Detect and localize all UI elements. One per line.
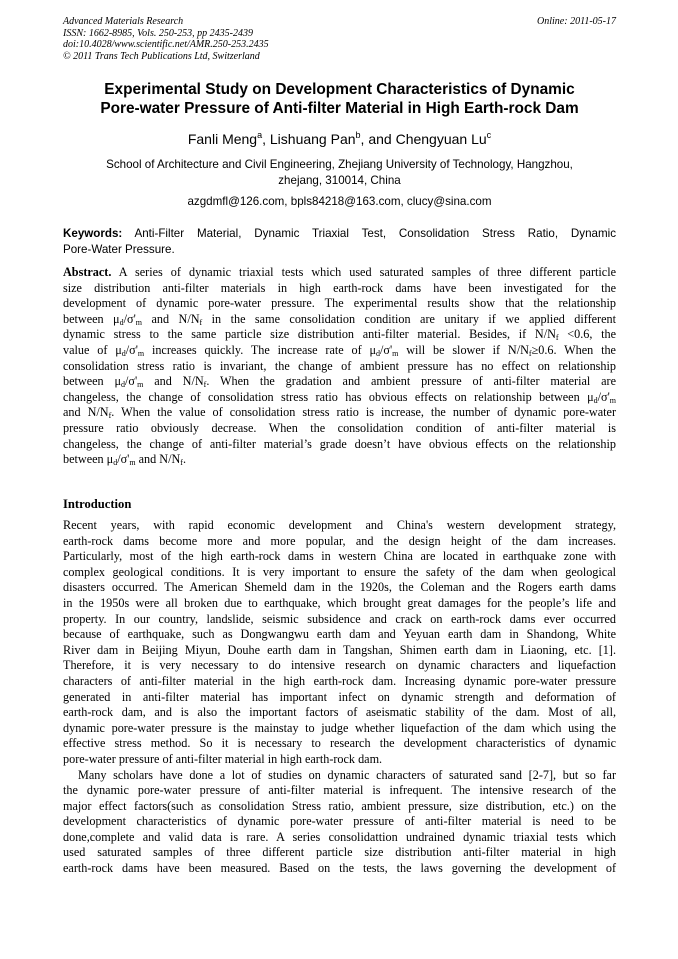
intro-line: dynamic pore-water pressure is the mainstay to judge whether liquefaction of the dam which using the bbox=[63, 720, 616, 735]
intro-paragraph-2 bbox=[63, 768, 616, 877]
keywords-label: Keywords: bbox=[63, 227, 123, 240]
abstract-line: between $\mu_d/\sigma'_m$ and $N/N_f$ in the same consolidation condition are unitary if we applied different bbox=[63, 311, 617, 327]
author-separator: , and bbox=[360, 131, 396, 147]
intro-paragraph-1 bbox=[63, 518, 616, 768]
intro-line: generated in anti-filter material has important infect on dynamic strength and deformation of bbox=[63, 689, 616, 704]
abstract-line: between $\mu_d/\sigma'_m$ and $N/N_f$. When the gradation and ambient pressure of anti-filter material are bbox=[63, 374, 617, 390]
author-3: Chengyuan Lu bbox=[395, 131, 487, 147]
author-list bbox=[63, 130, 616, 148]
issn-line: ISSN: 1662-8985, Vols. 250-253, pp 2435-2439 bbox=[63, 27, 253, 39]
author-3-affil-mark: c bbox=[486, 130, 492, 140]
abstract-line: changeless, the change of consolidation stress ratio has obvious effects on relationship between $\mu_d/\sigma'_m$ bbox=[63, 389, 616, 405]
intro-line: done,complete and valid data is rare. A series consolidattion undrained dynamic triaxial tests which bbox=[63, 829, 616, 844]
abstract-line: consolidation stress ratio is invariant, the change of ambient pressure has no effect on relationship bbox=[63, 358, 616, 373]
abstract-line: pressure ratio obviously decrease. When the consolidation condition of anti-filter material is bbox=[63, 420, 616, 435]
author-2: Lishuang Pan bbox=[269, 131, 356, 147]
author-separator: , bbox=[262, 131, 270, 147]
intro-line: earth-rock dams have been measured. Based on the tests, the laws governing the development of bbox=[63, 861, 616, 876]
intro-line: major effect factors(such as consolidation Stress ratio, ambient pressure, size distribution, etc.) on the bbox=[63, 798, 616, 813]
affiliation-line-1: School of Architecture and Civil Engineering, Zhejiang University of Technology, Hangzhou, bbox=[106, 158, 573, 171]
abstract-line: value of $\mu_d/\sigma'_m$ increases quickly. The increase rate of $\mu_d/\sigma'_m$ will be slower if $N/N_f\ge 0.6$. When the bbox=[63, 342, 616, 358]
copyright-line: © 2011 Trans Tech Publications Ltd, Switzerland bbox=[63, 50, 260, 62]
abstract-block bbox=[63, 265, 616, 468]
online-date: Online: 2011-05-17 bbox=[537, 16, 616, 27]
affiliation bbox=[63, 157, 616, 189]
introduction-body bbox=[63, 518, 616, 877]
doi-line: doi:10.4028/www.scientific.net/AMR.250-253.2435 bbox=[63, 39, 269, 50]
paper-title bbox=[63, 80, 616, 118]
abstract-line: size distribution anti-filter materials in high earth-rock dams have been investigated for the bbox=[63, 280, 616, 295]
intro-line: development characteristics of dynamic pore-water pressure of anti-filter material is need to be bbox=[63, 814, 616, 829]
keywords-text: Anti-Filter Material, Dynamic Triaxial Test, Consolidation Stress Ratio, Dynamic bbox=[122, 227, 616, 240]
author-1: Fanli Meng bbox=[187, 131, 258, 147]
abstract-line: between $\mu_d/\sigma'_m$ and $N/N_f$. bbox=[63, 452, 186, 468]
title-line-1: Experimental Study on Development Characteristics of Dynamic bbox=[104, 81, 575, 98]
author-1-affil-mark: a bbox=[257, 130, 263, 140]
intro-line: complex geological conditions. It is very important to ensure the safety of the dam when geological bbox=[63, 564, 616, 579]
intro-line: Many scholars have done a lot of studies on dynamic characters of saturated sand [2-7], but so far bbox=[78, 767, 616, 782]
abstract-text: A series of dynamic triaxial tests which used saturated samples of three different particle bbox=[111, 265, 616, 279]
intro-line: Particularly, most of the high earth-rock dams in western China are located in earthquake zone with bbox=[63, 549, 616, 564]
intro-line: Therefore, it is very necessary to do intensive research on dynamic characters and liquefaction bbox=[63, 658, 616, 673]
intro-line: effective stress method. So it is necessary to research the development characteristics of dynamic bbox=[63, 736, 616, 751]
journal-header bbox=[63, 16, 616, 62]
abstract-line: changeless, the change of anti-filter material’s grade doesn’t have obvious effects on the relationship bbox=[63, 436, 616, 451]
journal-name: Advanced Materials Research bbox=[63, 16, 184, 27]
intro-line: pore-water pressure of anti-filter material in high earth-rock dam. bbox=[63, 751, 383, 766]
intro-line: in the 1950s were all broken due to earthquake, which brought great damages for the people’s life and bbox=[63, 595, 616, 610]
intro-line: property. In our country, landslide, seismic subsidence and crack on earth-rock dams ever occurred bbox=[63, 611, 616, 626]
intro-line: used saturated samples of three different particle size distribution anti-filter material in high bbox=[63, 845, 616, 860]
abstract-line: and $N/N_f$. When the value of consolidation stress ratio is increase, the number of dynamic pore-water bbox=[63, 405, 616, 421]
intro-line: the dynamic pore-water pressure of anti-filter material is infrequent. The intensive research of the bbox=[63, 783, 616, 798]
intro-line: characters of anti-filter material in the high earth-rock dam. Increasing dynamic pore-water pressure bbox=[63, 673, 616, 688]
keywords-line-2: Pore-Water Pressure. bbox=[63, 242, 175, 256]
abstract-line bbox=[63, 265, 616, 281]
author-emails[interactable]: azgdmfl@126.com, bpls84218@163.com, clucy@sina.com bbox=[187, 195, 492, 208]
author-2-affil-mark: b bbox=[355, 130, 361, 140]
intro-line: earth-rock dams become more and more popular, and the design height of the dam increases. bbox=[63, 533, 616, 548]
affiliation-line-2: zhejang, 310014, China bbox=[278, 174, 401, 187]
abstract-label: Abstract. bbox=[63, 265, 112, 279]
abstract-line: dynamic stress to the same particle size distribution anti-filter material. Besides, if $N/N_f <0.6$, the bbox=[63, 327, 616, 343]
intro-line: Recent years, with rapid economic development and China's western development strategy, bbox=[63, 518, 616, 532]
title-line-2: Pore-water Pressure of Anti-filter Material in High Earth-rock Dam bbox=[100, 100, 579, 117]
intro-line: River dam in Beijing Miyun, Douhe earth dam in Tangshan, Shimen earth dam in Liaoning, etc. [1]. bbox=[63, 642, 616, 657]
abstract-line: development of dynamic pore-water pressure. The experimental results show that the relationship bbox=[63, 296, 616, 311]
intro-line: disasters occurred. The American Shemeld dam in the 1920s, the Coleman and the Rogers earth dams bbox=[63, 580, 616, 595]
keywords-line-1 bbox=[63, 226, 616, 242]
introduction-heading: Introduction bbox=[63, 497, 132, 511]
keywords-block bbox=[63, 226, 616, 257]
intro-line: earth-rock dam, and is also the important factors of aseismatic stability of the dam. Most of all, bbox=[63, 705, 616, 720]
intro-line: because of earthquake, such as Dongwangwu earth dam and Yeyuan earth dam in Shandong, White bbox=[63, 627, 616, 642]
